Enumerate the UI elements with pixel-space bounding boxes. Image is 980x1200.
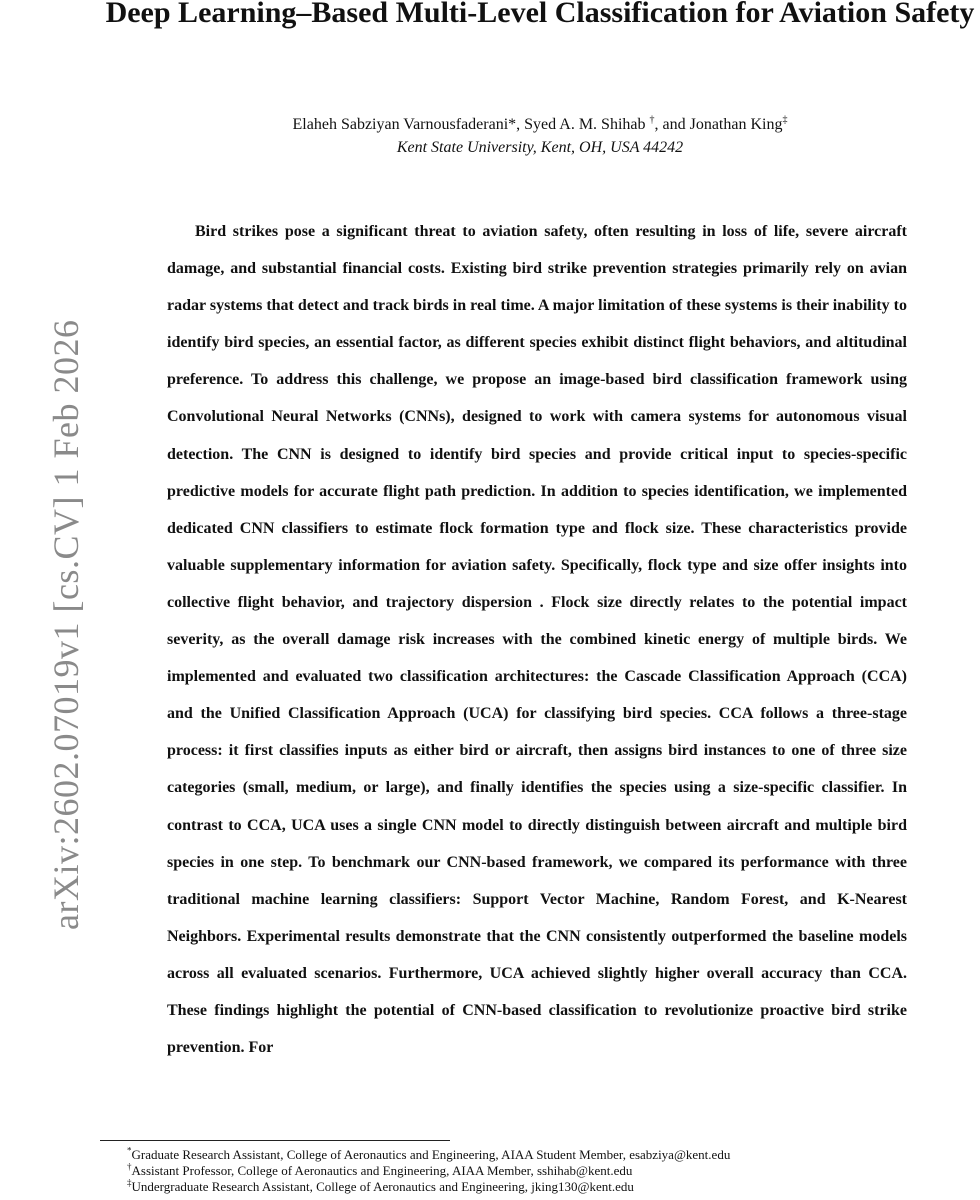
author-mark: * — [508, 116, 517, 133]
footnote-mark: ‡ — [127, 1177, 132, 1188]
footnote-divider — [100, 1140, 450, 1141]
footnote-text: Undergraduate Research Assistant, College of Aeronautics and Engineering, jking130@kent.edu — [131, 1179, 634, 1194]
author-name: Elaheh Sabziyan Varnousfaderani — [292, 116, 509, 133]
footnotes — [127, 1147, 927, 1195]
author-separator: , and — [654, 116, 690, 133]
paper-title: Deep Learning–Based Multi-Level Classification for Aviation Safety — [105, 0, 975, 29]
author-list — [100, 115, 980, 135]
author-name: Syed A. M. Shihab — [524, 116, 646, 133]
author-mark: † — [649, 114, 655, 126]
footnote-text: Graduate Research Assistant, College of Aeronautics and Engineering, AIAA Student Member, esabziya@kent.edu — [131, 1147, 731, 1162]
author-name: Jonathan King — [689, 116, 783, 133]
footnote-text: Assistant Professor, College of Aeronautics and Engineering, AIAA Member, sshihab@kent.edu — [131, 1163, 633, 1178]
affiliation: Kent State University, Kent, OH, USA 44242 — [396, 139, 684, 156]
abstract: Bird strikes pose a significant threat to aviation safety, often resulting in loss of life, severe aircraft damage, and substantial financial costs. Existing bird strike prevention strategies primarily rely on avian radar systems that detect and track birds in real time. A major limitation of these systems is their inability to identify bird species, an essential factor, as different species exhibit distinct flight behaviors, and altitudinal preference. To address this challenge, we propose an image-based bird classification framework using Convolutional Neural Networks (CNNs), designed to work with camera systems for autonomous visual detection. The CNN is designed to identify bird species and provide critical input to species-specific predictive models for accurate flight path prediction. In addition to species identification, we implemented dedicated CNN classifiers to estimate flock formation type and flock size. These characteristics provide valuable supplementary information for aviation safety. Specifically, flock type and size offer insights into collective flight behavior, and trajectory dispersion . Flock size directly relates to the potential impact severity, as the overall damage risk increases with the combined kinetic energy of multiple birds. We implemented and evaluated two classification architectures: the Cascade Classification Approach (CCA) and the Unified Classification Approach (UCA) for classifying bird species. CCA follows a three-stage process: it first classifies inputs as either bird or aircraft, then assigns bird instances to one of three size categories (small, medium, or large), and finally identifies the species using a size-specific classifier. In contrast to CCA, UCA uses a single CNN model to directly distinguish between aircraft and multiple bird species in one step. To benchmark our CNN-based framework, we compared its performance with three traditional machine learning classifiers: Support Vector Machine, Random Forest, and K-Nearest Neighbors. Experimental results demonstrate that the CNN consistently outperformed the baseline models across all evaluated scenarios. Furthermore, UCA achieved slightly higher overall accuracy than CCA. These findings highlight the potential of CNN-based classification to revolutionize proactive bird strike prevention. For — [167, 223, 907, 1057]
author-mark: ‡ — [782, 114, 788, 126]
arxiv-identifier: arXiv:2602.07019v1 [cs.CV] 1 Feb 2026 — [46, 319, 86, 930]
author-separator: , — [516, 116, 525, 133]
footnote — [127, 1147, 927, 1163]
arxiv-sidebar — [0, 290, 86, 930]
footnote — [127, 1179, 927, 1195]
footnote-mark: † — [127, 1161, 132, 1172]
footnote — [127, 1163, 927, 1179]
footnote-mark: * — [127, 1145, 132, 1156]
